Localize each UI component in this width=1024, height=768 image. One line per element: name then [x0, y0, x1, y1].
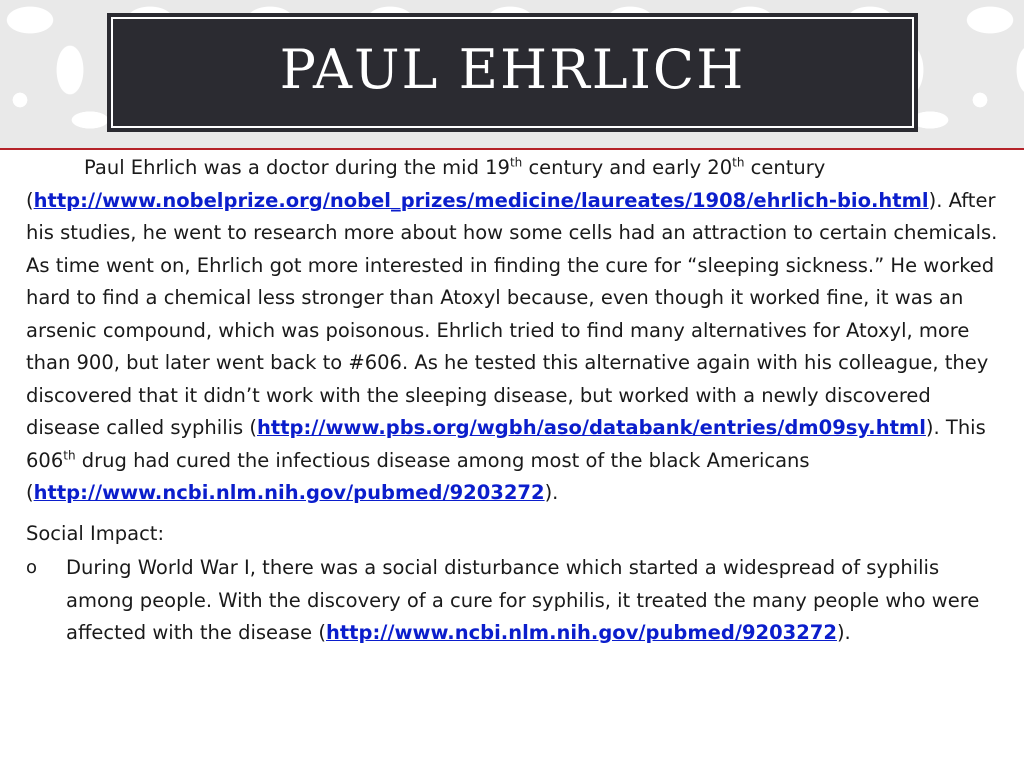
ncbi-link-1[interactable]: http://www.ncbi.nlm.nih.gov/pubmed/9203272 [33, 481, 545, 504]
body-text-1: Paul Ehrlich was a doctor during the mid 19 [84, 156, 510, 179]
social-impact-heading: Social Impact: [26, 521, 165, 545]
bullet-text-2: ). [836, 621, 851, 644]
superscript-th-2: th [732, 155, 745, 170]
body-text-4: ). After his studies, he went to research more about how some cells had an attraction to certain chemicals. As time went on, Ehrlich got more interested in finding the cure for “sleeping sickness.” He worked hard to find a chemical less stronger than Atoxyl because, even though it worked fine, it was an arsenic compound, which was poisonous. Ehrlich tried to find many alternatives for Atoxyl, more than 900, but later went back to #606. As he tested this alternative again with his colleague, they discovered that it didn’t work with the sleeping disease, but worked with a newly discovered disease called syphilis ( [26, 188, 998, 439]
superscript-th-1: th [509, 155, 523, 170]
bullet-item [26, 552, 998, 650]
body-paragraph [26, 152, 998, 510]
body-text-2: century and early 20 [522, 156, 733, 179]
pbs-link[interactable]: http://www.pbs.org/wgbh/aso/databank/entries/dm09sy.html [257, 416, 926, 439]
bullet-text-1: During World War I, there was a social disturbance which started a widespread of syphilis among people. With the discovery of a cure for syphilis, it treated the many people who were affected with the disease ( [66, 556, 980, 644]
nobelprize-link[interactable]: http://www.nobelprize.org/nobel_prizes/medicine/laureates/1908/ehrlich-bio.html [33, 188, 929, 212]
slide-content [26, 152, 998, 650]
superscript-th-3: th [63, 448, 76, 462]
bullet-marker: o [26, 557, 38, 578]
body-text-7: ). [544, 481, 559, 504]
header-divider [0, 148, 1024, 150]
slide-title: PAUL EHRLICH [279, 38, 746, 101]
body-text-3: century ( [26, 156, 826, 212]
bullet-text [66, 552, 998, 650]
body-text-5: ). This 606 [26, 416, 986, 472]
body-text-6: drug had cured the infectious disease among most of the black Americans ( [26, 448, 810, 504]
ncbi-link-2[interactable]: http://www.ncbi.nlm.nih.gov/pubmed/9203272 [325, 621, 837, 644]
title-box [107, 13, 918, 132]
